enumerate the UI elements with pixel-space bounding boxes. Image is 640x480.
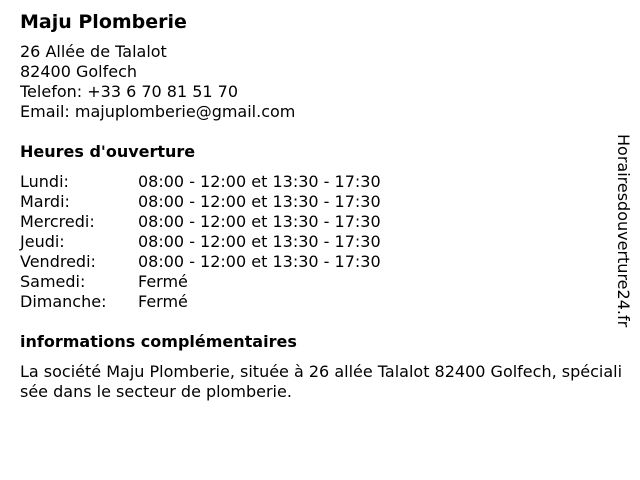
hours-day: Mercredi: (20, 212, 95, 231)
hours-row-sunday (20, 292, 620, 312)
hours-row-friday (20, 252, 620, 272)
hours-row-saturday (20, 272, 620, 292)
hours-time: 08:00 - 12:00 et 13:30 - 17:30 (138, 232, 381, 251)
opening-hours-heading: Heures d'ouverture (20, 142, 196, 161)
hours-row-monday (20, 172, 620, 192)
hours-day: Samedi: (20, 272, 86, 291)
email-address: Email: majuplomberie@gmail.com (20, 102, 296, 121)
phone-number: Telefon: +33 6 70 81 51 70 (20, 82, 239, 101)
hours-time: 08:00 - 12:00 et 13:30 - 17:30 (138, 192, 381, 211)
watermark: Horairesdouverture24.fr (614, 134, 633, 328)
opening-hours-table (20, 172, 620, 312)
hours-day: Jeudi: (20, 232, 65, 251)
hours-day: Dimanche: (20, 292, 107, 311)
hours-time: Fermé (138, 292, 188, 311)
business-card (20, 10, 623, 402)
address-city: 82400 Golfech (20, 62, 138, 81)
hours-row-tuesday (20, 192, 620, 212)
hours-day: Lundi: (20, 172, 69, 191)
address-street: 26 Allée de Talalot (20, 42, 167, 61)
additional-info-heading: informations complémentaires (20, 332, 297, 351)
additional-info-text: La société Maju Plomberie, située à 26 allée Talalot 82400 Golfech, spécialisée dans le secteur de plomberie. (20, 362, 623, 401)
hours-day: Vendredi: (20, 252, 96, 271)
hours-row-thursday (20, 232, 620, 252)
hours-row-wednesday (20, 212, 620, 232)
hours-day: Mardi: (20, 192, 70, 211)
business-name: Maju Plomberie (20, 11, 187, 33)
hours-time: 08:00 - 12:00 et 13:30 - 17:30 (138, 172, 381, 191)
hours-time: Fermé (138, 272, 188, 291)
hours-time: 08:00 - 12:00 et 13:30 - 17:30 (138, 212, 381, 231)
hours-time: 08:00 - 12:00 et 13:30 - 17:30 (138, 252, 381, 271)
